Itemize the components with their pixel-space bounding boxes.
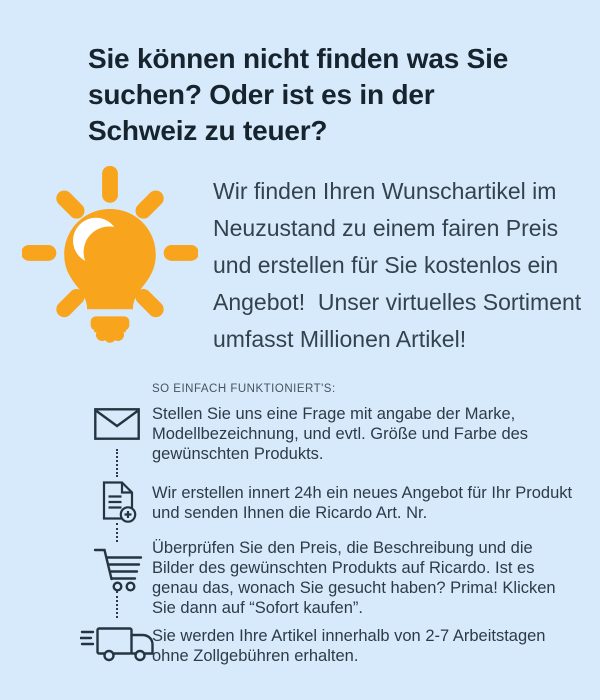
delivery-truck-icon <box>80 622 158 669</box>
dotted-connector <box>116 449 118 477</box>
shopping-cart-icon <box>92 544 144 597</box>
section-label: SO EINFACH FUNKTIONIERT'S: <box>152 383 336 395</box>
lightbulb-icon <box>22 166 198 354</box>
dotted-connector <box>116 591 118 618</box>
dotted-connector <box>116 523 118 542</box>
step-item-text: Sie werden Ihre Artikel innerhalb von 2-7 Arbeitstagen ohne Zollgebühren erhalten. <box>152 627 546 665</box>
step-item-text: Überprüfen Sie den Preis, die Beschreibung und die Bilder des gewünschten Produkts auf Ricardo. Ist es genau das, wonach Sie gesucht haben? Prima! Klicken Sie dann auf “Sofort kaufen”. <box>152 539 556 617</box>
page-title: Sie können nicht finden was Sie suchen? Oder ist es in der Schweiz zu teuer? <box>88 42 509 146</box>
step-item-text: Wir erstellen innert 24h ein neues Angebot für Ihr Produkt und senden Ihnen die Ricardo Art. Nr. <box>152 484 573 522</box>
intro-text: Wir finden Ihren Wunschartikel im Neuzustand zu einem fairen Preis und erstellen für Sie kostenlos ein Angebot! Unser virtuelles Sortiment umfasst Millionen Artikel! <box>213 178 588 352</box>
envelope-icon <box>94 408 140 445</box>
step-item-text: Stellen Sie uns eine Frage mit angabe der Marke, Modellbezeichnung, und evtl. Größe und Farbe des gewünschten Produkts. <box>152 405 529 463</box>
